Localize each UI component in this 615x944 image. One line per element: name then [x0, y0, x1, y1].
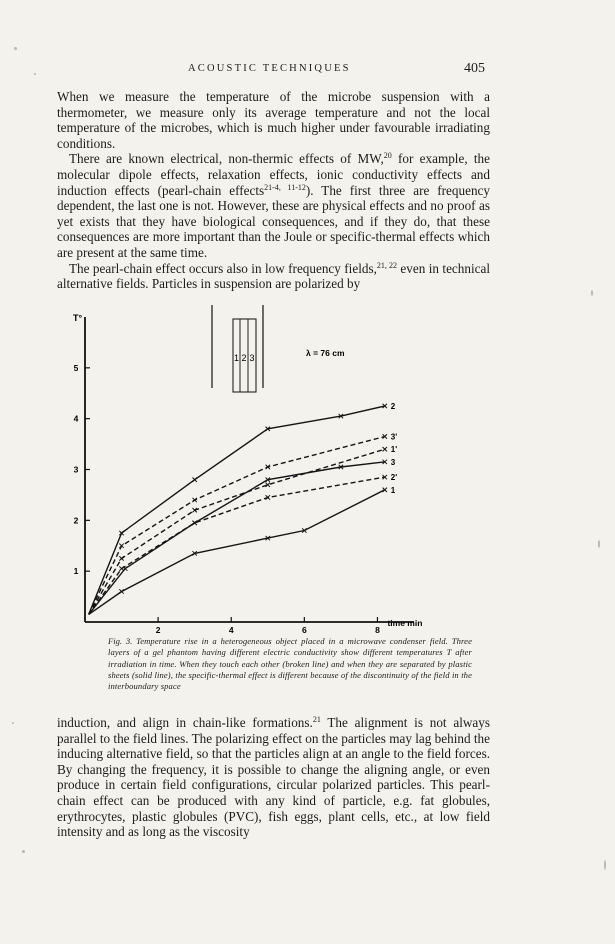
- paragraph-2-text-a: There are known electrical, non-thermic effects of MW,: [69, 151, 384, 167]
- x-tick-label: 4: [228, 625, 234, 635]
- layer-inset: [212, 305, 345, 392]
- y-tick-label: 3: [73, 464, 79, 475]
- reference-21: 21: [312, 715, 321, 724]
- reference-21-22: 21, 22: [376, 260, 398, 270]
- paragraph-3-text-a: The pearl-chain effect occurs also in low frequency fields,: [69, 260, 377, 276]
- scan-speck: [22, 850, 25, 853]
- x-tick-label: 8: [375, 625, 380, 635]
- scan-speck: [12, 722, 14, 724]
- series-label: 1: [390, 485, 396, 495]
- paragraph-3: [57, 261, 490, 292]
- layer-label-2: 2: [241, 353, 247, 363]
- paragraph-3-text-b: even in technical alternative fields. Particles in suspension are polarized by: [57, 260, 490, 292]
- y-tick-label: 2: [73, 515, 79, 526]
- data-point: [119, 566, 123, 570]
- chart-series: [89, 402, 398, 614]
- series-label: 2': [390, 473, 398, 483]
- caption-text: Temperature rise in a heterogeneous object placed in a microwave condenser field. Three layers of a gel phantom having different electric conductivity show different temperatures T after irradiation in time. When they touch each other (broken line) and when they are separated by plastic sheets (solid line), the specific-thermal effect is different because of the discontinuity of the field in the interboundary space: [108, 636, 472, 692]
- y-tick-label: 4: [73, 413, 79, 424]
- series-label: 3': [390, 432, 398, 442]
- data-point: [192, 477, 196, 481]
- y-tick-label: 1: [73, 566, 79, 577]
- x-tick-label: 6: [301, 625, 307, 635]
- scan-speck: [598, 540, 600, 548]
- reference-21-24: 21-4, 11-12: [264, 182, 306, 192]
- temperature-chart: [70, 305, 510, 640]
- series-label: 1': [390, 445, 398, 455]
- page-number: 405: [464, 61, 485, 76]
- figure-label: Fig. 3.: [108, 636, 133, 646]
- layer-label-1: 1: [233, 353, 240, 363]
- paragraph-2-text-b: for example, the molecular dipole effects, relaxation effects, ionic conductivity effects and induction effects (pearl-chain effects: [57, 151, 490, 198]
- paragraph-4-text-b: The alignment is not always parallel to the field lines. The polarizing effect on the particles may lag behind the inducing alternative field, so that the particles align at an angle to the field forces. By changing the frequency, it is possible to change the aligning angle, or even produce in certain field configurations, circular polarized particles. This pearl-chain effect can be produced with any kind of particle, e.g. fat globules, erythrocytes, plastic globules (PVC), fish eggs, plant cells, etc., at low field intensity and as long as the viscosity: [57, 715, 490, 840]
- x-tick-label: 2: [155, 625, 161, 635]
- figure-caption: [108, 636, 472, 692]
- figure-3: [70, 305, 510, 640]
- data-point: [119, 556, 123, 560]
- paragraph-4-text-a: induction, and align in chain-like formations.: [57, 715, 313, 730]
- x-axis-label: time min: [387, 618, 423, 628]
- layer-label-3: 3: [249, 353, 255, 363]
- y-tick-label: 5: [73, 362, 79, 373]
- data-point: [383, 447, 387, 451]
- series-line-2: [89, 406, 385, 614]
- running-head: [0, 63, 615, 79]
- scan-speck: [591, 290, 593, 296]
- body-text-bottom: [57, 715, 490, 840]
- scan-speck: [34, 73, 36, 75]
- series-label: 3: [390, 457, 396, 467]
- paragraph-1: When we measure the temperature of the microbe suspension with a thermometer, we measure only its average temperature and not the local temperature of the microbes, which is much higher under favourable irradiating conditions.: [57, 89, 490, 151]
- series-label: 2: [390, 401, 396, 411]
- running-head-title: ACOUSTIC TECHNIQUES: [188, 63, 351, 74]
- scan-speck: [14, 47, 17, 50]
- wavelength-label: λ = 76 cm: [306, 348, 345, 358]
- paragraph-2: [57, 151, 490, 260]
- scan-speck: [604, 860, 606, 870]
- y-axis-label: T°: [73, 313, 83, 323]
- body-text-top: [57, 89, 490, 292]
- paragraph-2-text-c: ). The first three are frequency dependent, the last one is not. However, these are physical effects and no proof as yet exists that they have biological consequences, and if they do, that these consequences are more important than the Joule or specific-thermal effects which are present at the same time.: [57, 182, 490, 260]
- paragraph-4: [57, 715, 490, 840]
- reference-20: 20: [383, 151, 392, 161]
- series-line-1p: [89, 449, 385, 614]
